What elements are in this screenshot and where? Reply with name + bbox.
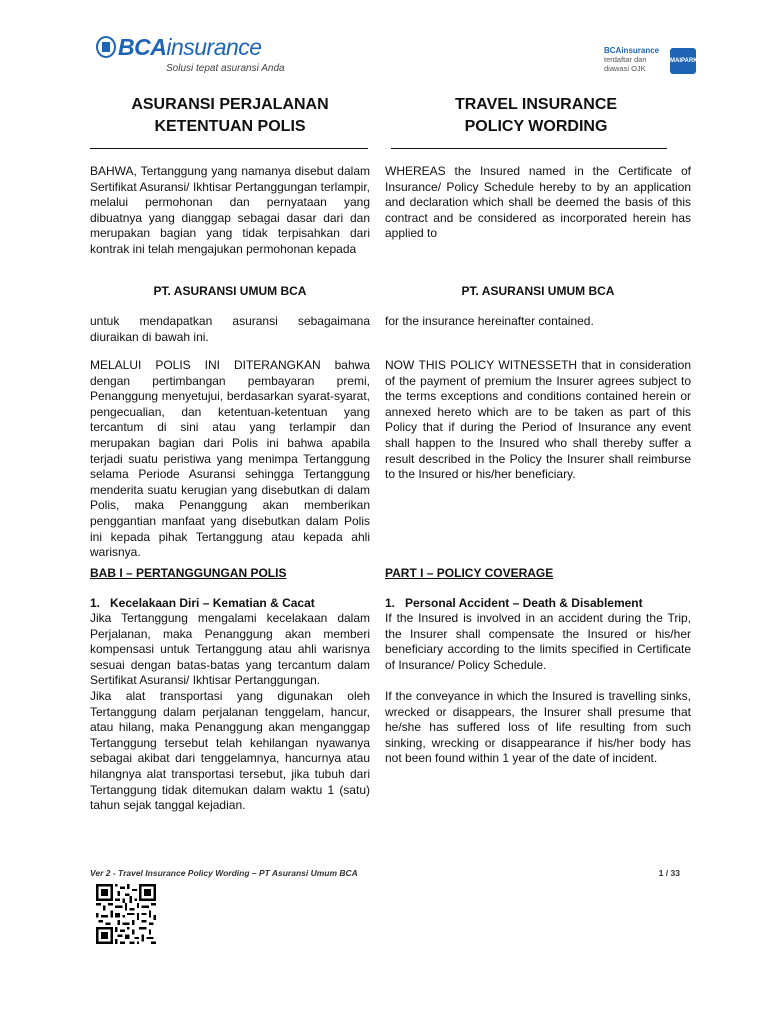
right-chapter-heading: PART I – POLICY COVERAGE bbox=[385, 566, 554, 580]
right-item-paragraph-1: If the Insured is involved in an accident during the Trip, the Insurer shall compensate the Insured or his/her beneficiary according to the limits specified in Certificate of Insurance/ Policy Schedule. bbox=[385, 611, 691, 672]
left-company: PT. ASURANSI UMUM BCA bbox=[153, 284, 307, 298]
logo-tagline: Solusi tepat asuransi Anda bbox=[166, 63, 285, 74]
right-company: PT. ASURANSI UMUM BCA bbox=[461, 284, 615, 298]
left-obtain: untuk mendapatkan asuransi sebagaimana diuraikan di bawah ini. bbox=[90, 314, 370, 344]
maipark-badge-icon: MAIPARK bbox=[670, 48, 696, 74]
left-item-paragraph-2: Jika alat transportasi yang digunakan oleh Tertanggung dalam perjalanan tenggelam, hancur, atau hilang, maka Penanggung akan menganggap Tertanggung tersebut telah kehilangan nyawanya sebagai akibat dari tenggelamnya, hancurnya atau hilangnya alat transportasi tersebut, jika tubuh dari Tertanggung tidak ditemukan dalam waktu 1 (satu) tahun sejak tanggal kejadian. bbox=[90, 689, 370, 813]
ojk-brand: BCAinsurance bbox=[604, 46, 660, 55]
right-item-heading: 1. Personal Accident – Death & Disablement bbox=[385, 596, 643, 610]
left-intro: BAHWA, Tertanggung yang namanya disebut dalam Sertifikat Asuransi/ Ikhtisar Pertanggungan terlampir, melalui permohonan dan pernyataan yang dibuatnya yang dianggap sebagai dasar dari dan merupakan bagian yang tidak terpisahkan dari kontrak ini telah mengajukan permohonan kepada bbox=[90, 164, 370, 256]
title-right-line2: POLICY WORDING bbox=[464, 118, 608, 135]
title-left-rule bbox=[90, 148, 368, 149]
title-left bbox=[90, 94, 370, 138]
ojk-text bbox=[604, 46, 659, 73]
bca-emblem-icon bbox=[96, 36, 116, 58]
title-left-line2: KETENTUAN POLIS bbox=[154, 118, 306, 135]
ojk-line1: terdaftar dan bbox=[604, 55, 647, 64]
logo-wordmark bbox=[118, 34, 262, 61]
title-right bbox=[396, 94, 676, 138]
bca-insurance-logo bbox=[96, 34, 296, 80]
logo-insurance: insurance bbox=[166, 34, 262, 60]
right-witness: NOW THIS POLICY WITNESSETH that in consideration of the payment of premium the Insurer agrees subject to the terms exceptions and conditions contained herein or annexed hereto which are to be taken as part of this Policy that if during the Period of Insurance any event shall happen to the Insured who shall thereby suffer a result described in the Policy the Insurer shall reimburse to the Insured or his/her beneficiary. bbox=[385, 358, 691, 482]
left-chapter-heading: BAB I – PERTANGGUNGAN POLIS bbox=[90, 566, 287, 580]
right-item-paragraph-2: If the conveyance in which the Insured is travelling sinks, wrecked or disappears, the Insurer shall presume that he/she has suffered loss of life resulting from such sinking, wrecking or disappearance if his/her body has not been found within 1 year of the date of incident. bbox=[385, 689, 691, 766]
right-intro: WHEREAS the Insured named in the Certificate of Insurance/ Policy Schedule hereby to by an application and declaration which shall be deemed the basis of this contract and be considered as incorporated herein has applied to bbox=[385, 164, 691, 241]
left-witness: MELALUI POLIS INI DITERANGKAN bahwa dengan pertimbangan pembayaran premi, Penanggung menyetujui, berdasarkan syarat-syarat, pengecualian, dan ketentuan-ketentuan yang tercantum di sini atau yang terlampir dan merupakan bagian dari Polis ini bahwa apabila terjadi suatu peristiwa yang menimpa Tertanggung selama Periode Asuransi sehingga Tertanggung menderita suatu kerugian yang disebutkan di dalam Polis, maka Penanggung akan memberikan penggantian manfaat yang disebutkan dalam Polis ini kepada pihak Tertanggung atau kepada ahli warisnya. bbox=[90, 358, 370, 560]
left-item-paragraph-1: Jika Tertanggung mengalami kecelakaan dalam Perjalanan, maka Penanggung akan memberi kompensasi untuk Tertanggung atau ahli warisnya sesuai dengan batas-batas yang tercantum dalam Sertifikat Asuransi/ Ikhtisar Pertanggungan. bbox=[90, 611, 370, 688]
left-item-heading: 1. Kecelakaan Diri – Kematian & Cacat bbox=[90, 596, 315, 610]
ojk-line2: diawasi OJK bbox=[604, 64, 646, 73]
footer-version: Ver 2 - Travel Insurance Policy Wording – PT Asuransi Umum BCA bbox=[90, 868, 358, 878]
right-obtain: for the insurance hereinafter contained. bbox=[385, 314, 594, 328]
title-right-rule bbox=[391, 148, 667, 149]
qr-code-icon bbox=[96, 884, 156, 944]
logo-bca: BCA bbox=[118, 34, 167, 60]
ojk-registration bbox=[604, 46, 704, 80]
title-right-line1: TRAVEL INSURANCE bbox=[454, 96, 618, 113]
footer-page-number: 1 / 33 bbox=[658, 868, 680, 878]
title-left-line1: ASURANSI PERJALANAN bbox=[131, 96, 329, 113]
